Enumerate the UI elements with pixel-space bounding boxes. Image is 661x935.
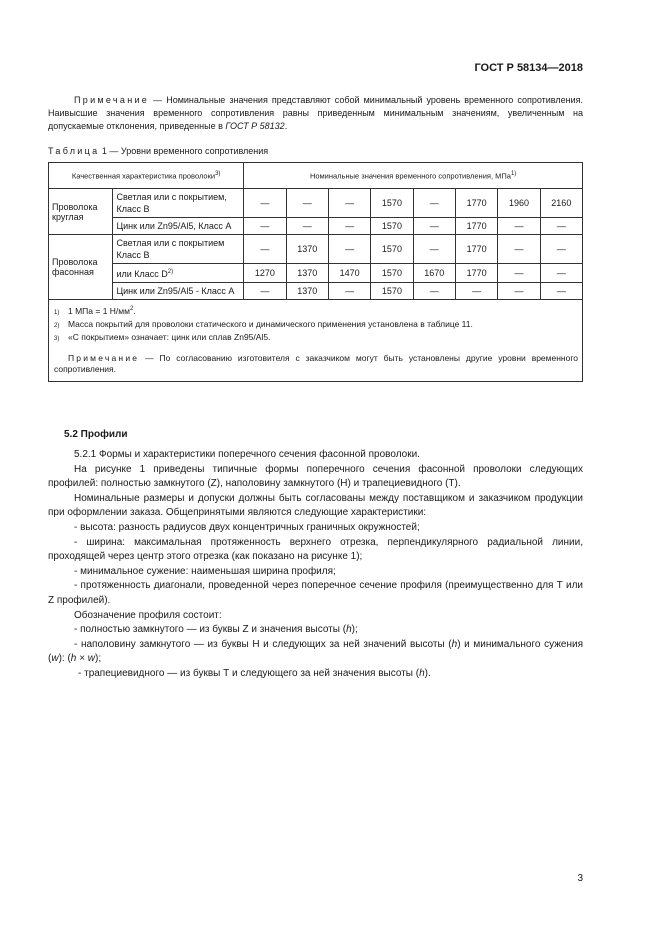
cell: —	[498, 218, 540, 235]
cell: —	[328, 283, 370, 300]
cell: 1770	[455, 264, 497, 283]
cell: —	[413, 218, 455, 235]
list-item: - трапециевидного — из буквы Т и следующего за ней значения высоты (h).	[78, 667, 431, 679]
cell: —	[498, 283, 540, 300]
cell: —	[498, 264, 540, 283]
cell: 1270	[244, 264, 286, 283]
paragraph: Обозначение профиля состоит:	[74, 609, 222, 621]
table-footnotes-row	[49, 300, 583, 382]
table-footnotes	[49, 300, 583, 382]
cell: 2160	[540, 189, 582, 218]
table-row	[49, 218, 583, 235]
note-top	[48, 94, 583, 133]
cell: —	[540, 218, 582, 235]
body-text	[48, 448, 583, 682]
note-ref: ГОСТ Р 58132	[225, 121, 285, 131]
cell: 1960	[498, 189, 540, 218]
cell: —	[286, 189, 328, 218]
cell: —	[244, 283, 286, 300]
cell: —	[540, 283, 582, 300]
cell: —	[328, 189, 370, 218]
table-row	[49, 189, 583, 218]
cell: —	[540, 235, 582, 264]
row-label: Цинк или Zn95/Al5 - Класс А	[113, 283, 244, 300]
header-values: Номинальные значения временного сопротивления, МПа$^{1)}$	[244, 163, 583, 189]
cell: 1570	[371, 235, 413, 264]
cell: —	[455, 283, 497, 300]
cell: —	[498, 235, 540, 264]
table-note	[54, 353, 578, 375]
table-caption	[48, 146, 268, 156]
note-label: Примечание	[74, 95, 150, 105]
paragraph: Номинальные размеры и допуски должны быть согласованы между поставщиком и заказчиком продукции при оформлении заказа. Общепринятыми являются следующие характеристики:	[48, 492, 583, 519]
row-label: Светлая или с покрытием, Класс В	[113, 189, 244, 218]
cell: —	[413, 283, 455, 300]
table-caption-text: 1 — Уровни временного сопротивления	[101, 146, 269, 156]
list-item: - ширина: максимальная протяженность верхнего отрезка, перпендикулярного радиальной линии, проходящей через центр этого отрезка (как показано на рисунке 1);	[48, 536, 583, 563]
list-item: - наполовину замкнутого — из буквы Н и следующих за ней значений высоты (h) и минимального сужения (w): (h × w);	[48, 638, 583, 665]
cell: —	[413, 189, 455, 218]
cell: 1370	[286, 235, 328, 264]
footnote-2: 2) Масса покрытий для проволоки статического и динамического применения установлена в таблице 11.	[54, 318, 473, 329]
cell: 1570	[371, 189, 413, 218]
cell: 1570	[371, 283, 413, 300]
cell: —	[328, 218, 370, 235]
section-title: 5.2 Профили	[64, 429, 128, 440]
cell: 1370	[286, 264, 328, 283]
footnote-3: 3) «С покрытием» означает: цинк или сплав Zn95/Al5.	[54, 331, 271, 342]
cell: 1670	[413, 264, 455, 283]
cell: —	[328, 235, 370, 264]
group-name: Проволока круглая	[49, 189, 113, 235]
row-label: или Класс $D^{2)}$	[113, 264, 244, 283]
cell: 1770	[455, 218, 497, 235]
group-name: Проволока фасонная	[49, 235, 113, 300]
table-header-row	[49, 163, 583, 189]
header-characteristic: Качественная характеристика проволоки$^{3)}$	[49, 163, 244, 189]
list-item: - протяженность диагонали, проведенной через поперечное сечение профиля (преимущественно для Т или Z профилей).	[48, 580, 583, 606]
table-row	[49, 283, 583, 300]
row-label: Светлая или с покрытием Класс В	[113, 235, 244, 264]
cell: 1370	[286, 283, 328, 300]
document-code: ГОСТ Р 58134—2018	[474, 62, 583, 74]
table-note-label: Примечание	[68, 352, 140, 363]
table-row	[49, 235, 583, 264]
page-number: 3	[577, 873, 583, 884]
cell: —	[244, 235, 286, 264]
table-row	[49, 264, 583, 283]
cell: —	[286, 218, 328, 235]
cell: 1470	[328, 264, 370, 283]
paragraph: На рисунке 1 приведены типичные формы поперечного сечения фасонной проволоки следующих профилей: полностью замкнутого (Z), наполовину замкнутого (Н) и трапециевидного (Т).	[48, 463, 583, 490]
cell: 1570	[371, 218, 413, 235]
cell: —	[244, 218, 286, 235]
cell: 1570	[371, 264, 413, 283]
table-note-text: — По согласованию изготовителя с заказчиком могут быть установлены другие уровни временного сопротивления.	[54, 352, 578, 374]
list-item: - высота: разность радиусов двух концентричных граничных окружностей;	[74, 521, 420, 533]
cell: —	[540, 264, 582, 283]
footnote-1: 1) 1 МПа = 1 $Н/мм^2$.	[54, 305, 136, 316]
note-text-end: .	[284, 121, 288, 131]
table-caption-label: Таблица	[48, 146, 100, 156]
cell: 1770	[455, 235, 497, 264]
cell: 1770	[455, 189, 497, 218]
note-text: — Номинальные значения представляют собой минимальный уровень временного сопротивления. Наивысшие значения временного сопротивления равны приведенным минимальным значениям, увеличенным на допускаемые отклонения, приведенные в	[48, 95, 583, 131]
strength-table	[48, 162, 583, 382]
list-item: - полностью замкнутого — из буквы Z и значения высоты (h);	[74, 624, 358, 636]
cell: —	[413, 235, 455, 264]
paragraph: 5.2.1 Формы и характеристики поперечного сечения фасонной проволоки.	[74, 449, 420, 460]
cell: —	[244, 189, 286, 218]
row-label: Цинк или Zn95/Al5, Класс А	[113, 218, 244, 235]
list-item: - минимальное сужение: наименьшая ширина профиля;	[74, 565, 336, 577]
